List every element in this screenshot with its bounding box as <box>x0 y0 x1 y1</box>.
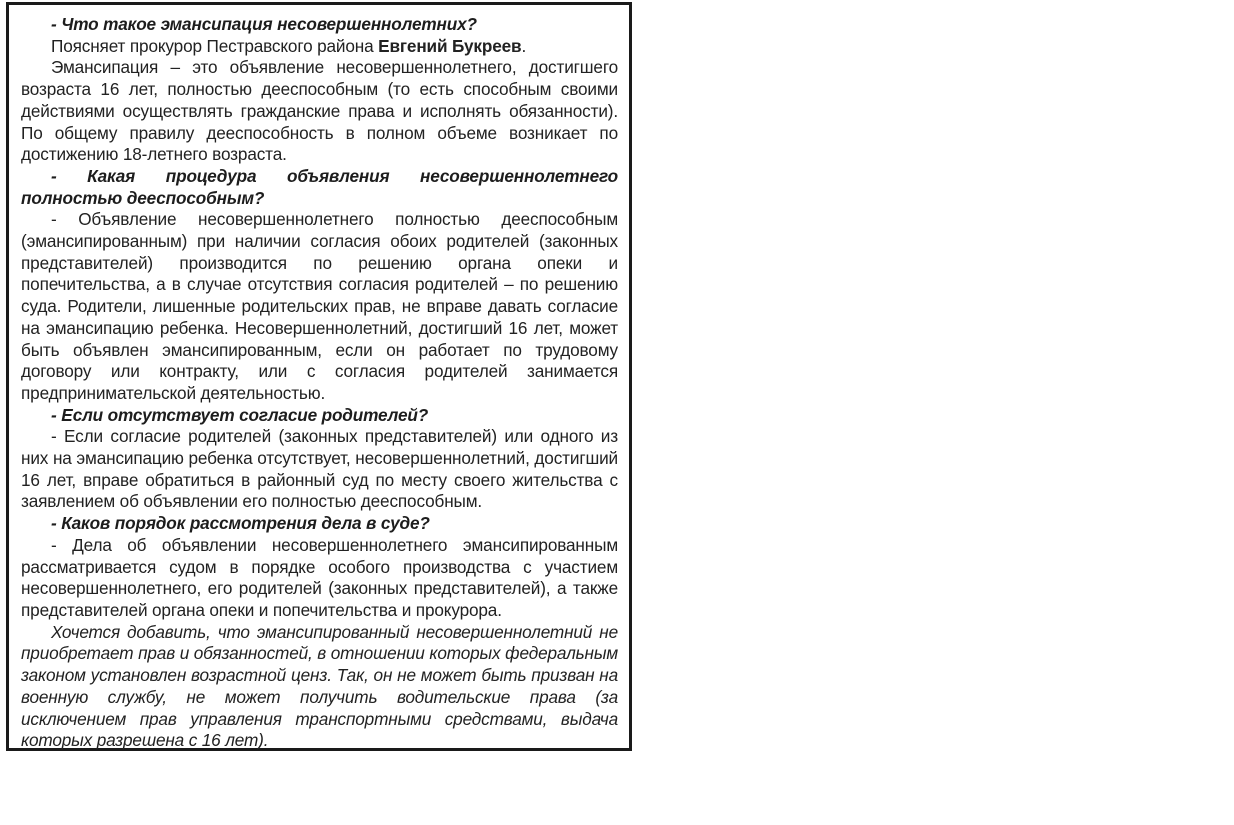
answer-procedure: - Объявление несовершеннолетнего полностью дееспособным (эмансипированным) при наличии согласия обоих родителей (законных представителей) производится по решению органа опеки и попечительства, а в случае отсутствия согласия родителей – по решению суда. Родители, лишенные родительских прав, не вправе давать согласие на эмансипацию ребенка. Несовершеннолетний, достигший 16 лет, может быть объявлен эмансипированным, если он работает по трудовому договору или контракту, или с согласия родителей занимается предпринимательской деятельностью. <box>21 209 618 403</box>
question-what-is-emancipation: - Что такое эмансипация несовершеннолетних? <box>51 14 477 34</box>
question-procedure: - Какая процедура объявления несовершеннолетнего полностью дееспособным? <box>21 165 618 208</box>
answer-no-consent: - Если согласие родителей (законных представителей) или одного из них на эмансипацию ребенка отсутствует, несовершеннолетний, достигший 16 лет, вправе обратиться в районный суд по месту своего жительства с заявлением об объявлении его полностью дееспособным. <box>21 426 618 512</box>
closing-paragraph: Хочется добавить, что эмансипированный несовершеннолетний не приобретает прав и обязанностей, в отношении которых федеральным законом установлен возрастной ценз. Так, он не может быть призван на военную службу, не может получить водительские права (за исключением прав управления транспортными средствами, выдача которых разрешена с 16 лет). <box>21 621 618 751</box>
intro-paragraph <box>21 36 618 58</box>
prosecutor-name: Евгений Букреев <box>378 35 522 56</box>
intro-end: . <box>521 35 527 56</box>
article-frame <box>6 2 632 751</box>
answer-definition: Эманcипация – это объявление несовершеннолетнего, достигшего возраста 16 лет, полностью дееспособным (то есть способным своими действиями осуществлять гражданские права и исполнять обязанности). По общему правилу дееспособность в полном объеме возникает по достижению 18-летнего возраста. <box>21 57 618 165</box>
question-court-procedure: - Каков порядок рассмотрения дела в суде? <box>51 513 430 534</box>
article-body <box>21 14 618 752</box>
question-no-consent: - Если отсутствует согласие родителей? <box>51 404 429 425</box>
answer-court-procedure: - Дела об объявлении несовершеннолетнего эмансипированным рассматривается судом в порядке особого производства с участием несовершеннолетнего, его родителей (законных представителей), а также представителей органа опеки и попечительства и прокурора. <box>21 534 618 620</box>
intro-text: Поясняет прокурор Пестравского района <box>51 35 379 56</box>
